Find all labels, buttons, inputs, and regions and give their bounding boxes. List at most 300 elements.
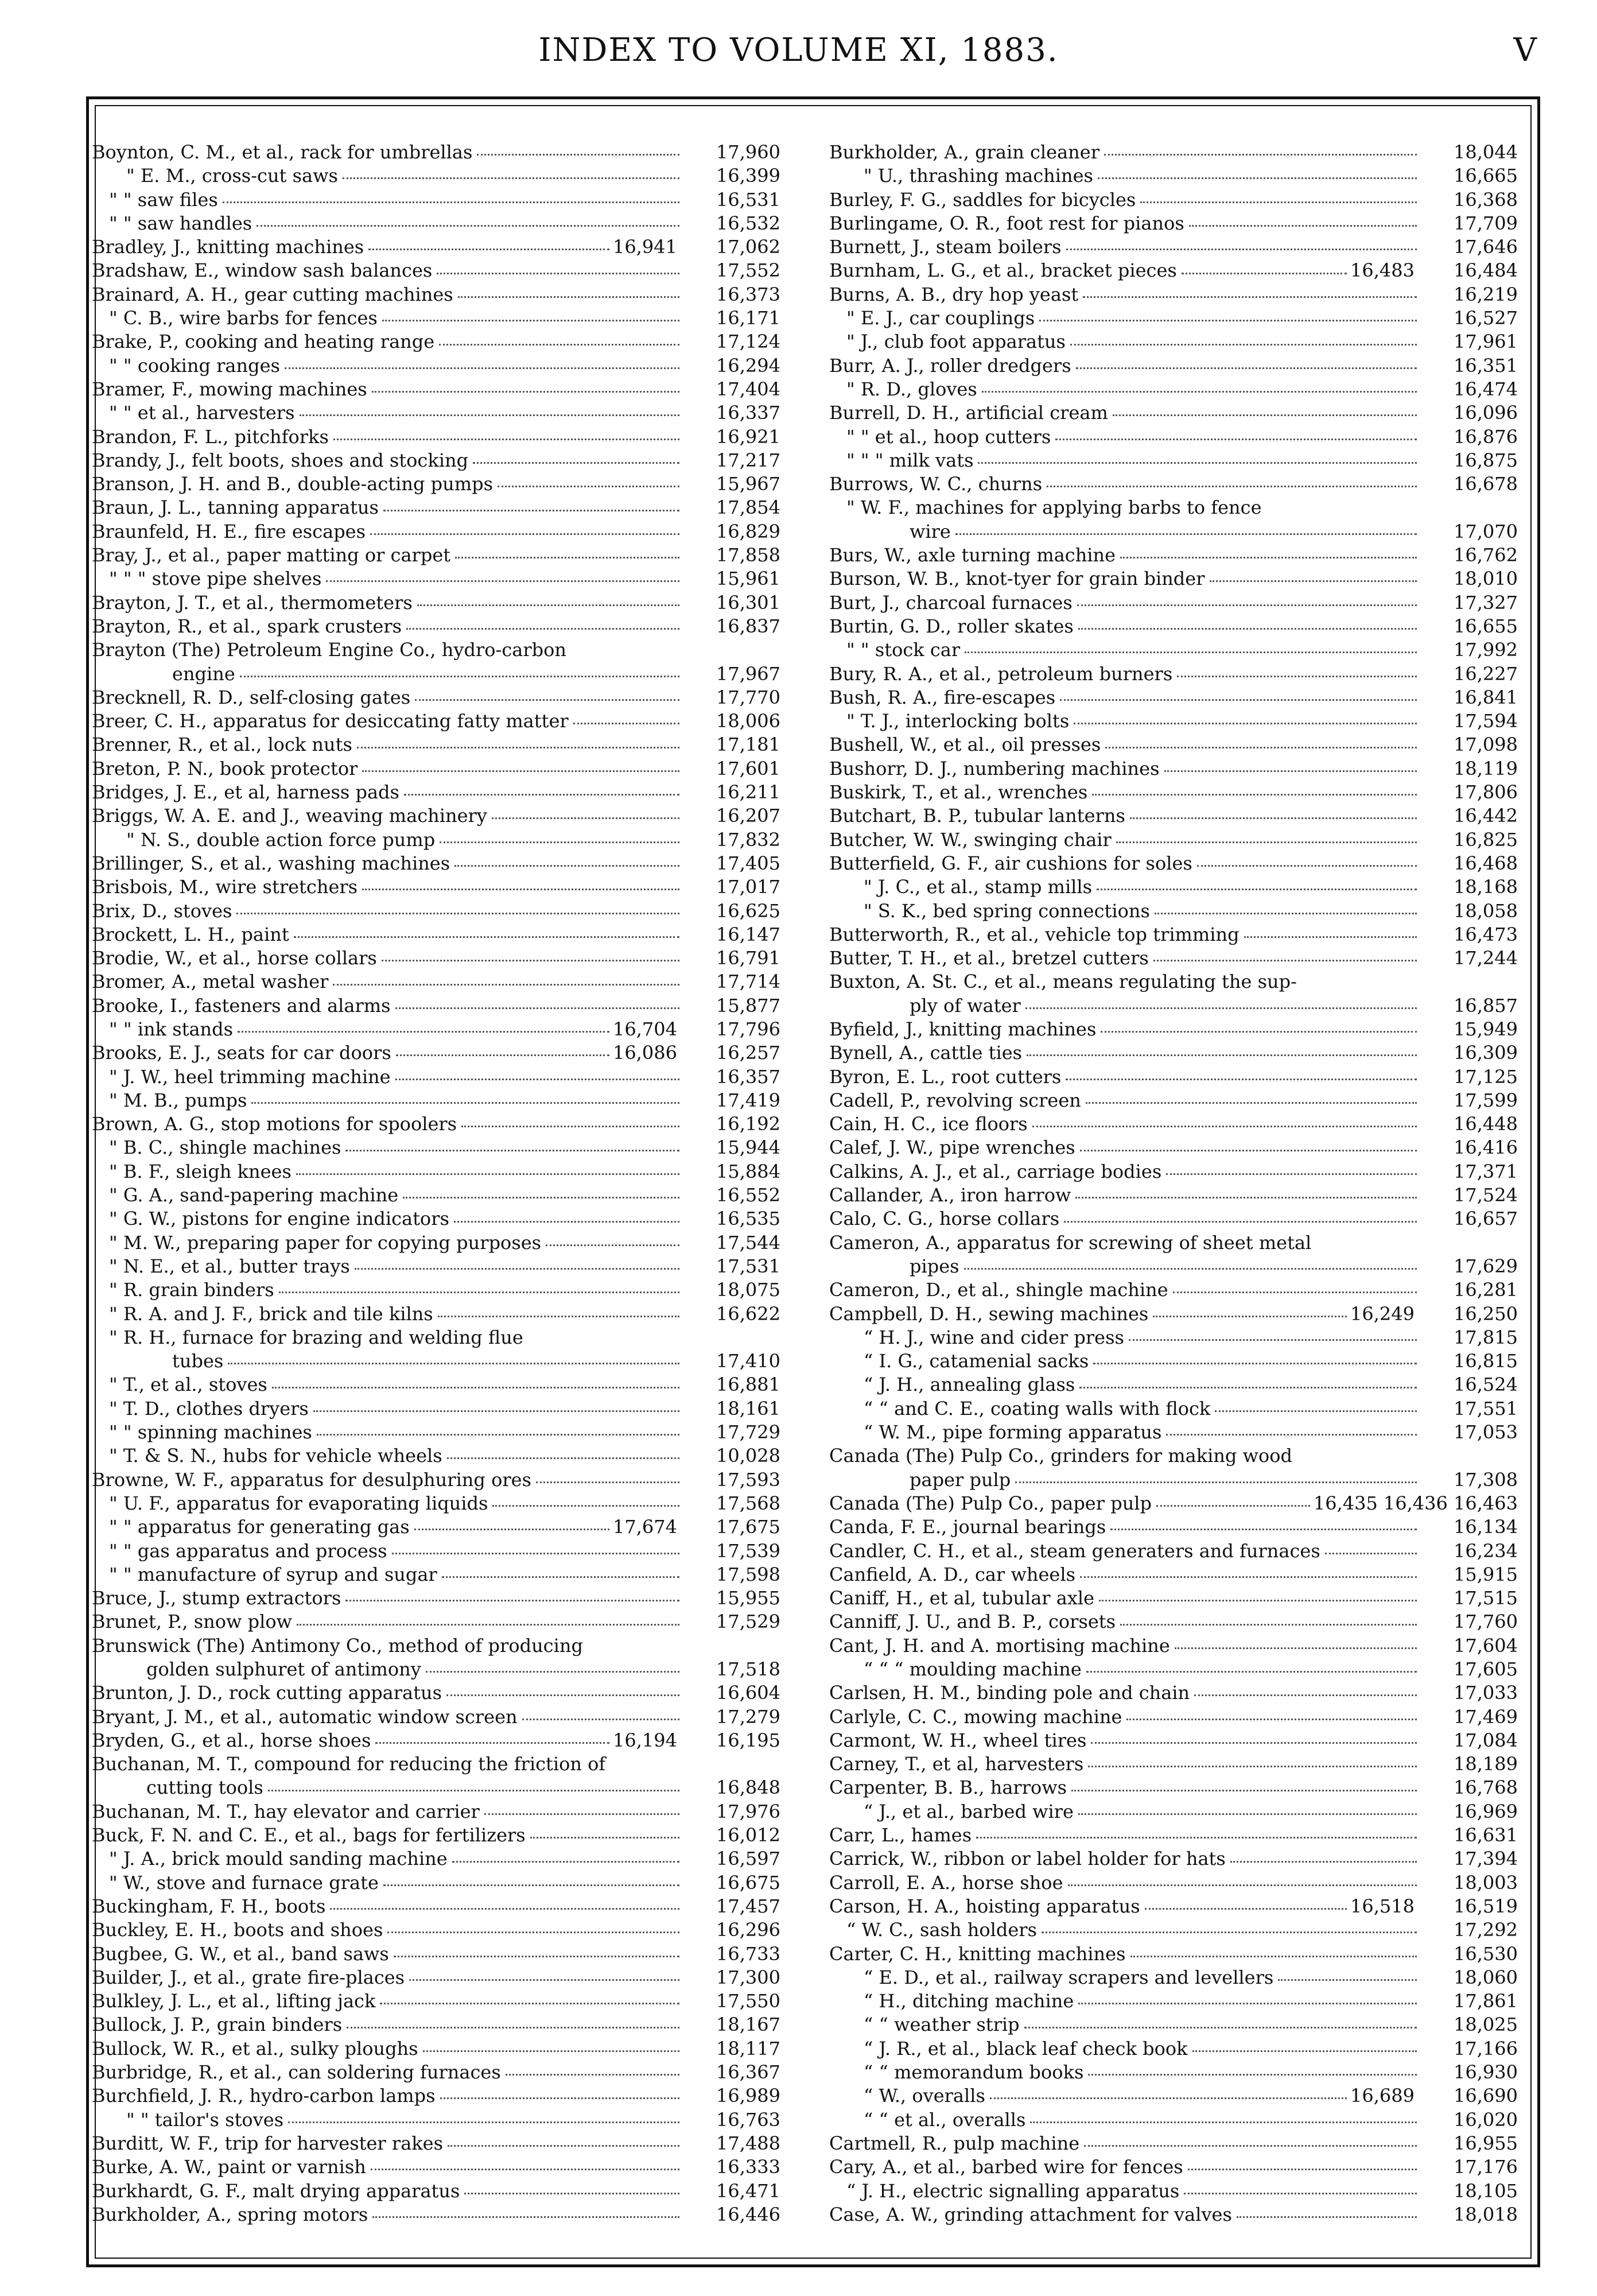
entry-text: “ “ et al., overalls xyxy=(864,2108,1026,2131)
entry-number: 17,033 xyxy=(1454,1682,1518,1704)
dot-leader xyxy=(383,510,679,511)
index-entry xyxy=(92,1160,780,1184)
dot-leader xyxy=(409,1979,679,1981)
dot-leader xyxy=(955,533,1417,535)
entry-text: “ I. G., catamenial sacks xyxy=(864,1350,1089,1372)
index-entry xyxy=(92,544,780,567)
entry-number: 16,357 xyxy=(716,1065,780,1088)
entry-text: Builder, J., et al., grate fire-places xyxy=(92,1966,405,1988)
index-entry xyxy=(829,1231,1518,1255)
entry-text: Burke, A. W., paint or varnish xyxy=(92,2156,366,2178)
entry-text: Burkhardt, G. F., malt drying apparatus xyxy=(92,2179,460,2202)
entry-number: 16,250 xyxy=(1454,1302,1518,1325)
index-entry xyxy=(92,1918,780,1942)
entry-number: 16,665 xyxy=(1454,165,1518,187)
index-entry xyxy=(829,1302,1518,1326)
entry-number: 17,084 xyxy=(1454,1729,1518,1751)
index-entry xyxy=(829,2203,1518,2227)
dot-leader xyxy=(492,817,679,819)
dot-leader xyxy=(452,1861,679,1863)
index-entry xyxy=(92,1349,780,1373)
index-entry xyxy=(829,1444,1518,1468)
dot-leader xyxy=(454,865,679,867)
dot-leader xyxy=(345,1600,679,1601)
index-entry xyxy=(92,1752,780,1776)
entry-number: 16,955 xyxy=(1454,2132,1518,2154)
dot-leader xyxy=(965,651,1417,653)
index-entry xyxy=(92,567,780,591)
index-entry xyxy=(92,449,780,472)
entry-extra-number: 16,518 xyxy=(1350,1895,1415,1917)
entry-text: Bynell, A., cattle ties xyxy=(829,1042,1023,1064)
index-entry xyxy=(92,1729,780,1752)
entry-text: Brockett, L. H., paint xyxy=(92,923,289,945)
entry-text: engine xyxy=(172,662,235,685)
entry-text: Butter, T. H., et al., bretzel cutters xyxy=(829,947,1149,969)
entry-number: 17,832 xyxy=(716,828,780,851)
index-entry xyxy=(829,283,1518,307)
dot-leader xyxy=(394,1956,679,1957)
dot-leader xyxy=(439,344,679,346)
entry-text: Boynton, C. M., et al., rack for umbrellas xyxy=(92,141,473,163)
index-entry xyxy=(92,2179,780,2203)
index-entry xyxy=(92,354,780,378)
entry-text: Brunet, P., snow plow xyxy=(92,1611,292,1633)
index-entry xyxy=(829,1705,1518,1729)
entry-number: 18,010 xyxy=(1454,568,1518,590)
entry-number: 16,134 xyxy=(1454,1516,1518,1538)
right-index-column xyxy=(829,141,1518,2225)
entry-number: 17,098 xyxy=(1454,734,1518,756)
entry-number: 16,219 xyxy=(1454,283,1518,305)
entry-text: “ H. J., wine and cider press xyxy=(864,1326,1124,1348)
entry-text: “ J. R., et al., black leaf check book xyxy=(864,2037,1188,2060)
entry-extra-number: 16,483 xyxy=(1350,259,1415,282)
index-entry xyxy=(92,1373,780,1397)
entry-number: 16,096 xyxy=(1454,402,1518,424)
entry-text: Carmont, W. H., wheel tires xyxy=(829,1729,1087,1751)
entry-number: 16,815 xyxy=(1454,1350,1518,1372)
index-entry xyxy=(92,1326,780,1349)
entry-text: Burley, F. G., saddles for bicycles xyxy=(829,188,1136,211)
dot-leader xyxy=(1055,439,1417,440)
entry-text: Canda, F. E., journal bearings xyxy=(829,1516,1106,1538)
entry-number: 16,829 xyxy=(716,520,780,542)
entry-number: 17,371 xyxy=(1454,1160,1518,1182)
index-entry xyxy=(829,2132,1518,2155)
dot-leader xyxy=(382,320,679,321)
index-entry xyxy=(92,1563,780,1587)
entry-number: 16,519 xyxy=(1454,1895,1518,1917)
dot-leader xyxy=(1070,344,1417,346)
index-entry xyxy=(829,638,1518,662)
dot-leader xyxy=(455,557,679,559)
index-entry xyxy=(829,804,1518,828)
dot-leader xyxy=(1113,414,1417,416)
dot-leader xyxy=(1068,1884,1417,1886)
entry-text: Breer, C. H., apparatus for desiccating fatty matter xyxy=(92,710,569,732)
entry-number: 17,806 xyxy=(1454,781,1518,804)
entry-text: " R. D., gloves xyxy=(846,378,977,400)
entry-number: 17,531 xyxy=(716,1255,780,1277)
index-entry xyxy=(829,757,1518,781)
index-entry xyxy=(829,1349,1518,1373)
index-entry xyxy=(92,2108,780,2132)
index-entry xyxy=(829,1184,1518,1207)
entry-text: " R. H., furnace for brazing and welding flue xyxy=(109,1326,523,1348)
index-entry xyxy=(829,662,1518,686)
index-entry xyxy=(92,1989,780,2013)
entry-number: 18,168 xyxy=(1454,876,1518,898)
entry-number: 17,292 xyxy=(1454,1919,1518,1941)
dot-leader xyxy=(313,1410,679,1412)
index-entry xyxy=(92,1255,780,1278)
entry-text: " T. J., interlocking bolts xyxy=(846,710,1070,732)
entry-text: Bruce, J., stump extractors xyxy=(92,1587,341,1609)
entry-text: Buchanan, M. T., compound for reducing the friction of xyxy=(92,1753,606,1775)
entry-number: 16,442 xyxy=(1454,805,1518,827)
entry-text: Canada (The) Pulp Co., grinders for making wood xyxy=(829,1445,1292,1467)
index-entry xyxy=(829,1468,1518,1492)
index-entry xyxy=(92,1065,780,1089)
entry-number: 16,195 xyxy=(716,1729,780,1751)
entry-text: “ “ weather strip xyxy=(864,2014,1020,2036)
dot-leader xyxy=(1244,936,1417,938)
entry-text: Cameron, A., apparatus for screwing of sheet metal xyxy=(829,1231,1312,1254)
index-entry xyxy=(92,852,780,875)
entry-text: Cary, A., et al., barbed wire for fences xyxy=(829,2156,1183,2178)
entry-text: Burchfield, J. R., hydro-carbon lamps xyxy=(92,2085,436,2107)
entry-text: Brisbois, M., wire stretchers xyxy=(92,876,358,898)
entry-text: Carr, L., hames xyxy=(829,1824,972,1847)
entry-text: Bushorr, D. J., numbering machines xyxy=(829,757,1160,779)
entry-text: Brix, D., stoves xyxy=(92,899,232,922)
entry-text: Burr, A. J., roller dredgers xyxy=(829,354,1071,377)
entry-text: paper pulp xyxy=(910,1468,1011,1491)
entry-text: golden sulphuret of antimony xyxy=(146,1658,421,1680)
index-entry xyxy=(92,1871,780,1895)
dot-leader xyxy=(368,249,609,250)
index-entry xyxy=(829,235,1518,259)
entry-text: Burlingame, O. R., foot rest for pianos xyxy=(829,212,1184,234)
entry-text: Bugbee, G. W., et al., band saws xyxy=(92,1942,389,1965)
entry-number: 15,944 xyxy=(716,1137,780,1159)
dot-leader xyxy=(395,1079,679,1080)
entry-text: Brunswick (The) Antimony Co., method of producing xyxy=(92,1634,583,1657)
entry-number: 18,117 xyxy=(716,2037,780,2060)
entry-number: 16,675 xyxy=(716,1871,780,1894)
entry-text: " U., thrashing machines xyxy=(864,165,1093,187)
entry-text: Calkins, A. J., et al., carriage bodies xyxy=(829,1160,1162,1182)
entry-text: " " apparatus for generating gas xyxy=(109,1516,410,1538)
entry-text: Brake, P., cooking and heating range xyxy=(92,331,435,353)
entry-number: 16,416 xyxy=(1454,1137,1518,1159)
index-entry xyxy=(92,2084,780,2108)
index-entry xyxy=(829,1041,1518,1065)
index-entry xyxy=(829,2013,1518,2037)
index-entry xyxy=(829,1373,1518,1397)
index-entry xyxy=(92,212,780,235)
entry-number: 16,762 xyxy=(1454,544,1518,567)
index-entry xyxy=(92,1112,780,1136)
dot-leader xyxy=(440,841,679,843)
entry-number: 16,234 xyxy=(1454,1539,1518,1562)
index-entry xyxy=(92,235,780,259)
index-entry xyxy=(92,1018,780,1041)
dot-leader xyxy=(1189,225,1417,227)
entry-extra-number: 16,704 xyxy=(613,1018,677,1040)
entry-number: 17,599 xyxy=(1454,1089,1518,1111)
index-entry xyxy=(92,1231,780,1255)
entry-text: Buxton, A. St. C., et al., means regulating the sup- xyxy=(829,971,1297,993)
dot-leader xyxy=(1120,557,1417,559)
index-entry xyxy=(829,496,1518,519)
entry-text: Burtin, G. D., roller skates xyxy=(829,615,1074,637)
index-entry xyxy=(92,1515,780,1539)
dot-leader xyxy=(438,1316,679,1317)
entry-number: 16,690 xyxy=(1454,2085,1518,2107)
index-entry xyxy=(92,141,780,164)
entry-text: Campbell, D. H., sewing machines xyxy=(829,1302,1149,1325)
entry-text: Bury, R. A., et al., petroleum burners xyxy=(829,662,1173,685)
entry-text: Bromer, A., metal washer xyxy=(92,971,329,993)
dot-leader xyxy=(330,1908,679,1910)
entry-text: Brainard, A. H., gear cutting machines xyxy=(92,283,453,305)
index-entry xyxy=(92,1800,780,1824)
dot-leader xyxy=(251,1102,679,1104)
index-entry xyxy=(92,164,780,188)
entry-text: Bridges, J. E., et al, harness pads xyxy=(92,781,399,804)
entry-text: wire xyxy=(910,520,951,542)
index-entry xyxy=(92,1278,780,1302)
index-entry xyxy=(829,947,1518,970)
dot-leader xyxy=(317,1434,679,1436)
entry-text: " " gas apparatus and process xyxy=(109,1539,387,1562)
dot-leader xyxy=(1015,1481,1417,1483)
entry-text: Cain, H. C., ice floors xyxy=(829,1113,1028,1135)
dot-leader xyxy=(1173,1292,1417,1293)
dot-leader xyxy=(982,391,1417,393)
index-entry xyxy=(92,1705,780,1729)
entry-text: Carlsen, H. M., binding pole and chain xyxy=(829,1682,1190,1704)
entry-number: 15,877 xyxy=(716,994,780,1017)
entry-number: 16,309 xyxy=(1454,1042,1518,1064)
entry-number: 16,881 xyxy=(716,1374,780,1396)
dot-leader xyxy=(1092,794,1417,796)
dot-leader xyxy=(288,2122,679,2123)
entry-number: 17,858 xyxy=(716,544,780,567)
entry-number: 17,646 xyxy=(1454,236,1518,258)
entry-text: Bulkley, J. L., et al., lifting jack xyxy=(92,1990,376,2012)
dot-leader xyxy=(1080,1150,1417,1151)
entry-text: Brayton, R., et al., spark crusters xyxy=(92,615,402,637)
entry-text: " M. B., pumps xyxy=(109,1089,247,1111)
index-entry xyxy=(829,141,1518,164)
dot-leader xyxy=(1177,676,1417,677)
entry-text: Burrell, D. H., artificial cream xyxy=(829,402,1108,424)
dot-leader xyxy=(238,1031,609,1033)
entry-text: Butcher, W. W., swinging chair xyxy=(829,828,1112,851)
entry-text: " " saw files xyxy=(109,188,218,211)
entry-number: 17,544 xyxy=(716,1231,780,1254)
entry-number: 16,333 xyxy=(716,2156,780,2178)
index-entry xyxy=(829,2037,1518,2061)
index-entry xyxy=(92,259,780,282)
entry-number: 16,020 xyxy=(1454,2108,1518,2131)
entry-text: “ W. C., sash holders xyxy=(846,1919,1037,1941)
entry-number: 17,300 xyxy=(716,1966,780,1988)
dot-leader xyxy=(1098,177,1417,179)
entry-number: 18,018 xyxy=(1454,2203,1518,2225)
index-entry xyxy=(829,1421,1518,1444)
entry-number: 16,655 xyxy=(1454,615,1518,637)
entry-text: " J. C., et al., stamp mills xyxy=(864,876,1093,898)
dot-leader xyxy=(1130,1956,1417,1957)
entry-text: ply of water xyxy=(910,994,1021,1017)
entry-text: " W. F., machines for applying barbs to fence xyxy=(846,497,1262,519)
index-entry xyxy=(92,307,780,330)
index-entry xyxy=(92,425,780,449)
index-entry xyxy=(829,852,1518,875)
entry-number: 16,678 xyxy=(1454,473,1518,495)
entry-number: 16,296 xyxy=(716,1919,780,1941)
index-entry xyxy=(829,1089,1518,1112)
entry-number: 16,622 xyxy=(716,1302,780,1325)
index-entry xyxy=(92,1847,780,1871)
entry-text: " G. W., pistons for engine indicators xyxy=(109,1208,449,1230)
index-entry xyxy=(829,1989,1518,2013)
dot-leader xyxy=(1194,1694,1417,1696)
entry-extra-number: 16,689 xyxy=(1350,2085,1415,2107)
index-entry xyxy=(829,1326,1518,1349)
entry-number: 17,601 xyxy=(716,757,780,779)
entry-number: 16,625 xyxy=(716,899,780,922)
entry-text: Carter, C. H., knitting machines xyxy=(829,1942,1126,1965)
dot-leader xyxy=(1088,2074,1417,2076)
entry-number: 17,594 xyxy=(1454,710,1518,732)
entry-number: 16,227 xyxy=(1454,662,1518,685)
entry-text: Cadell, P., revolving screen xyxy=(829,1089,1081,1111)
index-entry xyxy=(92,1587,780,1610)
entry-text: " T., et al., stoves xyxy=(109,1374,267,1396)
dot-leader xyxy=(1076,367,1417,369)
entry-text: " " ink stands xyxy=(109,1018,234,1040)
entry-number: 18,003 xyxy=(1454,1871,1518,1894)
entry-number: 17,854 xyxy=(716,497,780,519)
index-entry xyxy=(829,781,1518,804)
dot-leader xyxy=(279,1292,679,1293)
dot-leader xyxy=(1078,628,1417,630)
index-entry xyxy=(829,378,1518,401)
index-entry xyxy=(829,425,1518,449)
entry-text: Bullock, W. R., et al., sulky ploughs xyxy=(92,2037,418,2060)
index-entry xyxy=(92,899,780,923)
index-entry xyxy=(829,401,1518,425)
index-entry xyxy=(92,1468,780,1492)
dot-leader xyxy=(1116,841,1417,843)
index-entry xyxy=(92,472,780,496)
index-entry xyxy=(829,615,1518,638)
entry-text: “ J., et al., barbed wire xyxy=(864,1800,1074,1822)
entry-number: 17,709 xyxy=(1454,212,1518,234)
index-entry xyxy=(829,1610,1518,1634)
dot-leader xyxy=(1079,1387,1417,1389)
entry-text: Burs, W., axle turning machine xyxy=(829,544,1116,567)
entry-number: 16,301 xyxy=(716,591,780,614)
entry-number: 18,058 xyxy=(1454,899,1518,922)
page-header xyxy=(0,32,1597,77)
entry-number: 16,373 xyxy=(716,283,780,305)
entry-text: " " " milk vats xyxy=(846,449,974,471)
index-entry xyxy=(829,1492,1518,1515)
dot-leader xyxy=(1088,1766,1417,1767)
entry-number: 16,535 xyxy=(716,1208,780,1230)
dot-leader xyxy=(1084,2145,1417,2147)
entry-text: " " saw handles xyxy=(109,212,252,234)
entry-text: Calo, C. G., horse collars xyxy=(829,1208,1060,1230)
dot-leader xyxy=(1025,1007,1417,1009)
index-entry xyxy=(92,1041,780,1065)
dot-leader xyxy=(1032,1126,1417,1127)
entry-text: tubes xyxy=(172,1350,224,1372)
index-entry xyxy=(829,1634,1518,1658)
entry-number: 16,171 xyxy=(716,307,780,329)
dot-leader xyxy=(380,2003,679,2004)
index-entry xyxy=(829,1160,1518,1184)
entry-number: 16,969 xyxy=(1454,1800,1518,1822)
entry-text: Browne, W. F., apparatus for desulphuring ores xyxy=(92,1468,531,1491)
entry-text: Bryden, G., et al., horse shoes xyxy=(92,1729,371,1751)
entry-number: 18,060 xyxy=(1454,1966,1518,1988)
entry-text: " R. grain binders xyxy=(109,1279,274,1301)
entry-number: 18,006 xyxy=(716,710,780,732)
entry-number: 17,729 xyxy=(716,1421,780,1444)
entry-number: 17,551 xyxy=(1454,1397,1518,1420)
dot-leader xyxy=(426,1671,679,1673)
entry-text: Cameron, D., et al., shingle machine xyxy=(829,1279,1168,1301)
entry-extra-number: 16,941 xyxy=(613,236,677,258)
entry-text: Carlyle, C. C., mowing machine xyxy=(829,1705,1122,1728)
dot-leader xyxy=(415,699,679,701)
dot-leader xyxy=(406,628,679,630)
dot-leader xyxy=(546,1244,679,1246)
entry-number: 18,025 xyxy=(1454,2014,1518,2036)
index-entry xyxy=(92,1610,780,1634)
dot-leader xyxy=(454,1221,679,1223)
entry-text: Brayton, J. T., et al., thermometers xyxy=(92,591,413,614)
dot-leader xyxy=(1120,1624,1417,1626)
entry-text: Carpenter, B. B., harrows xyxy=(829,1777,1067,1799)
index-entry xyxy=(92,2061,780,2084)
index-entry xyxy=(829,520,1518,544)
dot-leader xyxy=(448,2145,679,2147)
entry-text: Braun, J. L., tanning apparatus xyxy=(92,497,379,519)
dot-leader xyxy=(285,367,679,369)
entry-text: Carrick, W., ribbon or label holder for hats xyxy=(829,1848,1226,1870)
dot-leader xyxy=(536,1481,679,1483)
entry-number: 17,457 xyxy=(716,1895,780,1917)
entry-text: Canfield, A. D., car wheels xyxy=(829,1563,1075,1585)
entry-text: Briggs, W. A. E. and J., weaving machinery xyxy=(92,805,487,827)
index-entry xyxy=(92,401,780,425)
dot-leader xyxy=(1192,2050,1417,2052)
index-entry xyxy=(92,1776,780,1799)
entry-text: Calef, J. W., pipe wrenches xyxy=(829,1137,1075,1159)
entry-text: Brandon, F. L., pitchforks xyxy=(92,425,329,448)
index-entry xyxy=(829,259,1518,282)
entry-text: Braunfeld, H. E., fire escapes xyxy=(92,520,366,542)
index-entry xyxy=(829,591,1518,615)
